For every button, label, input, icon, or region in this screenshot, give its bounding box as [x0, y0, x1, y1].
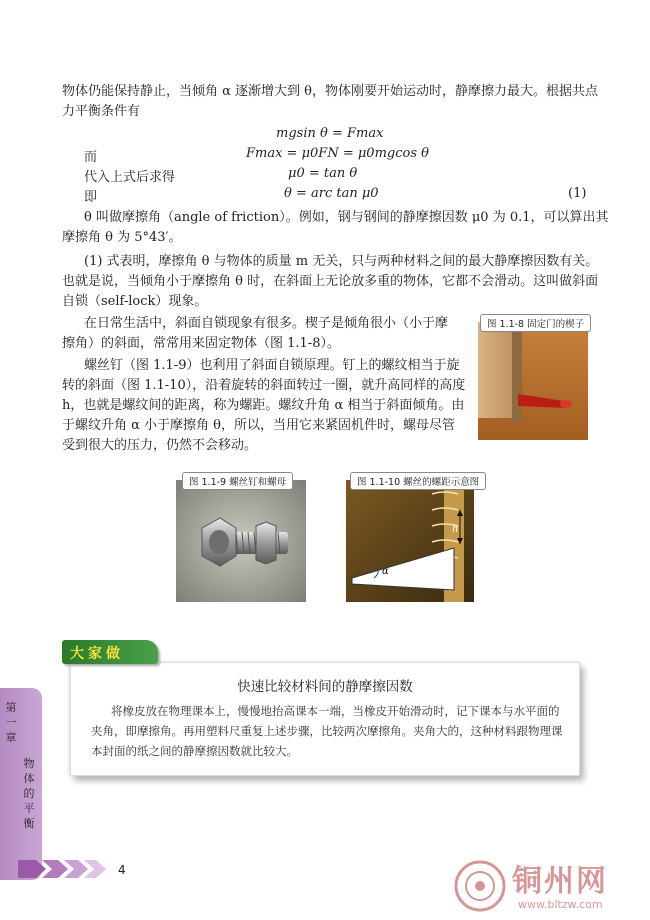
site-watermark: [452, 856, 642, 916]
decorative-arrows: [18, 858, 114, 880]
equation-2-label: 而: [84, 150, 98, 165]
watermark-title: 铜州网: [512, 864, 608, 899]
activity-badge: [62, 640, 158, 664]
equation-3: μ0 = tan θ: [288, 166, 358, 181]
alpha-label: α: [382, 566, 389, 577]
para-1-line-1: θ 叫做摩擦角（angle of friction）。例如，钢与钢间的静摩擦因数 μ0 为 0.1，可以算出其: [84, 210, 609, 225]
figure-10-caption: 图 1.1-10 螺丝的螺距示意图: [350, 472, 486, 490]
screw-pitch-diagram: [346, 480, 474, 602]
door-wedge-photo: [478, 322, 588, 440]
activity-title: 快速比较材料间的静摩擦因数: [237, 679, 413, 695]
para-2-line-2: 也就是说，当倾角小于摩擦角 θ 时，在斜面上无论放多重的物体，它都不会滑动。这叫做斜面: [62, 274, 599, 289]
bolt-nut-photo: [176, 480, 306, 602]
para-4-line-1: 螺丝钉（图 1.1-9）也利用了斜面自锁原理。钉上的螺纹相当于旋: [84, 358, 460, 373]
para-4-line-5: 受到很大的压力，仍然不会移动。: [62, 438, 258, 453]
watermark-logo-icon: [452, 858, 508, 914]
chapter-number: 第一章: [5, 701, 17, 744]
equation-4: θ = arc tan μ0: [284, 186, 379, 201]
chapter-title: 物体的平衡: [23, 757, 35, 830]
figure-9-caption: 图 1.1-9 螺丝钉和螺母: [182, 472, 293, 490]
para-4-line-2: 转的斜面（图 1.1-10），沿着旋转的斜面转过一圈，就升高同样的高度: [62, 378, 466, 393]
activity-box: [70, 662, 580, 776]
intro-line-2: 力平衡条件有: [62, 104, 141, 119]
intro-line-1: 物体仍能保持静止，当倾角 α 逐渐增大到 θ，物体刚要开始运动时，静摩擦力最大。根据共点: [62, 84, 599, 99]
para-3-line-2: 擦角）的斜面，常常用来固定物体（图 1.1-8）。: [62, 336, 340, 351]
para-1-line-2: 摩擦角 θ 为 5°43′。: [62, 230, 182, 245]
watermark-url: www.bltzw.com: [518, 898, 603, 911]
equation-3-label: 代入上式后求得: [84, 170, 176, 185]
activity-line-1: 将橡皮放在物理课本上，慢慢地抬高课本一端，当橡皮开始滑动时，记下课本与水平面的: [111, 704, 560, 718]
page-number: 4: [118, 863, 126, 877]
equation-number: (1): [568, 186, 587, 201]
equation-4-label: 即: [84, 190, 98, 205]
equation-2: Fmax = μ0FN = μ0mgcos θ: [246, 146, 429, 161]
para-4-line-4: 于螺纹升角 α 小于摩擦角 θ，所以，当用它来紧固机件时，螺母尽管: [62, 418, 456, 433]
para-4-line-3: h，也就是螺纹间的距离，称为螺距。螺纹升角 α 相当于斜面倾角。由: [62, 398, 465, 413]
equation-1: mgsin θ = Fmax: [276, 126, 384, 141]
activity-line-2: 夹角，即摩擦角。再用塑料尺重复上述步骤，比较两次摩擦角。夹角大的，这种材料跟物理课: [91, 724, 563, 738]
chapter-side-tab: [0, 688, 42, 880]
para-3-line-1: 在日常生活中，斜面自锁现象有很多。楔子是倾角很小（小于摩: [84, 316, 449, 331]
para-2-line-3: 自锁（self-lock）现象。: [62, 294, 208, 309]
activity-badge-label: 大家做: [70, 646, 124, 662]
h-label: h: [452, 524, 459, 535]
activity-line-3: 本封面的纸之间的静摩擦因数就比较大。: [91, 744, 298, 758]
para-2-line-1: (1) 式表明，摩擦角 θ 与物体的质量 m 无关，只与两种材料之间的最大静摩擦因数有关。: [84, 254, 599, 269]
figure-8-caption: 图 1.1-8 固定门的楔子: [480, 314, 591, 332]
